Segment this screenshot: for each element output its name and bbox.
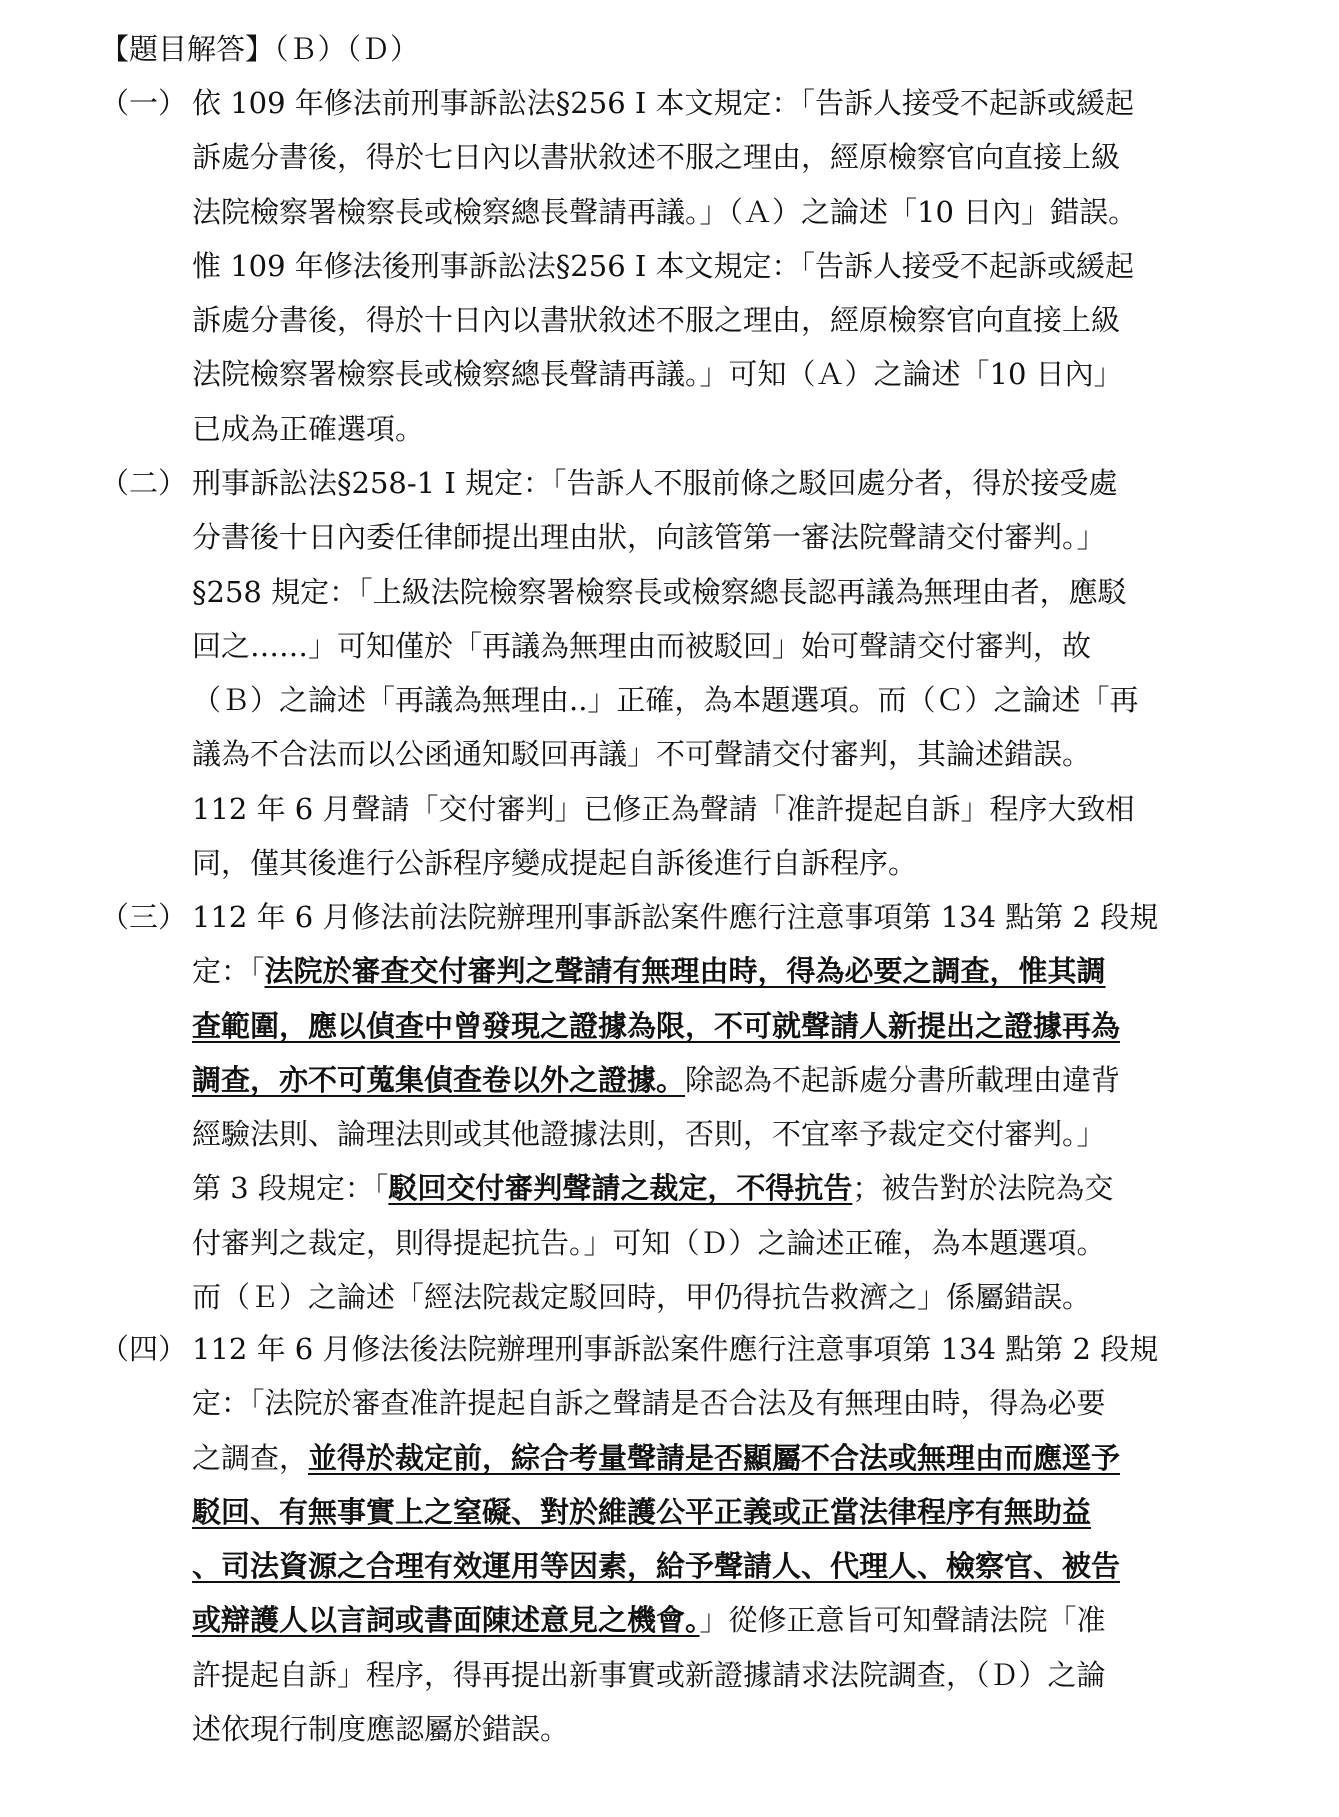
text-segment: 法院檢察署檢察長或檢察總長聲請再議。」可知（Ａ）之論述「10 日內」 [192, 357, 1123, 392]
text-segment: 回之……」可知僅於「再議為無理由而被駁回」始可聲請交付審判，故 [192, 628, 1092, 663]
text-line [192, 510, 1339, 564]
text-segment: 112 年 6 月修法後法院辦理刑事訴訟案件應行注意事項第 134 點第 2 段規 [192, 1332, 1159, 1366]
text-segment: 述依現行制度應認屬於錯誤。 [192, 1712, 570, 1747]
text-line [192, 836, 1339, 890]
text-line [192, 185, 1339, 239]
emphasized-text: 調查，亦不可蒐集偵查卷以外之證據。 [192, 1062, 686, 1097]
text-segment: 訴處分書後，得於十日內以書狀敘述不服之理由，經原檢察官向直接上級 [192, 303, 1121, 338]
emphasized-text: 駁回交付審判聲請之裁定，不得抗告 [388, 1171, 853, 1206]
text-line [192, 1376, 1339, 1430]
section-body [192, 456, 1339, 890]
section-marker: （三） [100, 900, 188, 934]
emphasized-text: 法院於審查交付審判之聲請有無理由時，得為必要之調查，惟其調 [264, 954, 1106, 989]
text-segment: 刑事訴訟法§258-1 I 規定：「告訴人不服前條之駁回處分者，得於接受處 [192, 466, 1118, 500]
text-line [192, 999, 1339, 1053]
text-line [192, 130, 1339, 184]
text-segment: 許提起自訴」程序，得再提出新事實或新證據請求法院調查，（Ｄ）之論 [192, 1657, 1106, 1692]
text-line [192, 293, 1339, 347]
text-segment: 定：「 [192, 954, 265, 989]
section-marker: （二） [100, 466, 188, 500]
text-segment: （Ｂ）之論述「再議為無理由..」正確，為本題選項。而（Ｃ）之論述「再 [192, 683, 1139, 718]
text-segment: 112 年 6 月聲請「交付審判」已修正為聲請「准許提起自訴」程序大致相 [192, 791, 1135, 826]
text-line [192, 1322, 1339, 1376]
text-line [192, 1161, 1339, 1215]
text-line [192, 1431, 1339, 1485]
text-segment: 付審判之裁定，則得提起抗告。」可知（Ｄ）之論述正確，為本題選項。 [192, 1225, 1106, 1260]
text-line [192, 1270, 1339, 1324]
text-segment: 除認為不起訴處分書所載理由違背 [685, 1062, 1121, 1097]
text-segment: 惟 109 年修法後刑事訴訟法§256 I 本文規定：「告訴人接受不起訴或緩起 [192, 248, 1135, 283]
text-line [192, 944, 1339, 998]
section-4 [100, 1322, 1260, 1756]
text-line [192, 1593, 1339, 1647]
text-segment: 而（Ｅ）之論述「經法院裁定駁回時，甲仍得抗告救濟之」係屬錯誤。 [192, 1280, 1092, 1315]
text-line [192, 1053, 1339, 1107]
text-line [192, 1485, 1339, 1539]
text-segment: 112 年 6 月修法前法院辦理刑事訴訟案件應行注意事項第 134 點第 2 段規 [192, 900, 1159, 934]
text-line [192, 565, 1339, 619]
text-line [192, 890, 1339, 944]
text-segment: 依 109 年修法前刑事訴訟法§256 I 本文規定：「告訴人接受不起訴或緩起 [192, 86, 1135, 120]
emphasized-text: 、司法資源之合理有效運用等因素，給予聲請人、代理人、檢察官、被告 [192, 1549, 1121, 1584]
text-line [192, 782, 1339, 836]
text-line [192, 1216, 1339, 1270]
text-line [192, 239, 1339, 293]
text-line [192, 347, 1339, 401]
text-line [192, 619, 1339, 673]
answer-heading: 【題目解答】（Ｂ）（Ｄ） [100, 32, 420, 66]
section-body [192, 890, 1339, 1324]
section-3 [100, 890, 1260, 1324]
text-line [192, 1648, 1339, 1702]
text-line [192, 1107, 1339, 1161]
section-body [192, 76, 1339, 456]
text-segment: 之調查， [192, 1440, 309, 1475]
text-segment: §258 規定：「上級法院檢察署檢察長或檢察總長認再議為無理由者，應駁 [192, 574, 1127, 609]
text-segment: 經驗法則、論理法則或其他證據法則，否則，不宜率予裁定交付審判。」 [192, 1117, 1106, 1152]
section-marker: （一） [100, 86, 188, 120]
section-marker: （四） [100, 1332, 188, 1366]
text-line [192, 727, 1339, 781]
text-line [192, 76, 1339, 130]
text-line [192, 1702, 1339, 1756]
text-segment: 議為不合法而以公函通知駁回再議」不可聲請交付審判，其論述錯誤。 [192, 737, 1092, 772]
section-2 [100, 456, 1260, 890]
emphasized-text: 查範圍，應以偵查中曾發現之證據為限，不可就聲請人新提出之證據再為 [192, 1008, 1121, 1043]
text-line [192, 456, 1339, 510]
emphasized-text: 或辯護人以言詞或書面陳述意見之機會。 [192, 1603, 700, 1638]
text-line [192, 673, 1339, 727]
text-line [192, 402, 1339, 456]
text-segment: 」從修正意旨可知聲請法院「准 [699, 1603, 1106, 1638]
section-body [192, 1322, 1339, 1756]
text-segment: 定：「法院於審查准許提起自訴之聲請是否合法及有無理由時，得為必要 [192, 1386, 1106, 1421]
emphasized-text: 並得於裁定前，綜合考量聲請是否顯屬不合法或無理由而應逕予 [308, 1440, 1121, 1475]
emphasized-text: 駁回、有無事實上之窒礙、對於維護公平正義或正當法律程序有無助益 [192, 1494, 1092, 1529]
text-segment: 同，僅其後進行公訴程序變成提起自訴後進行自訴程序。 [192, 846, 918, 881]
section-1 [100, 76, 1260, 456]
text-line [192, 1539, 1339, 1593]
text-segment: 第 3 段規定：「 [192, 1171, 389, 1206]
text-segment: 法院檢察署檢察長或檢察總長聲請再議。」（Ａ）之論述「10 日內」錯誤。 [192, 194, 1138, 229]
text-segment: 訴處分書後，得於七日內以書狀敘述不服之理由，經原檢察官向直接上級 [192, 140, 1121, 175]
text-segment: ；被告對於法院為交 [852, 1171, 1114, 1206]
text-segment: 已成為正確選項。 [192, 411, 425, 446]
text-segment: 分書後十日內委任律師提出理由狀，向該管第一審法院聲請交付審判。」 [192, 520, 1106, 555]
